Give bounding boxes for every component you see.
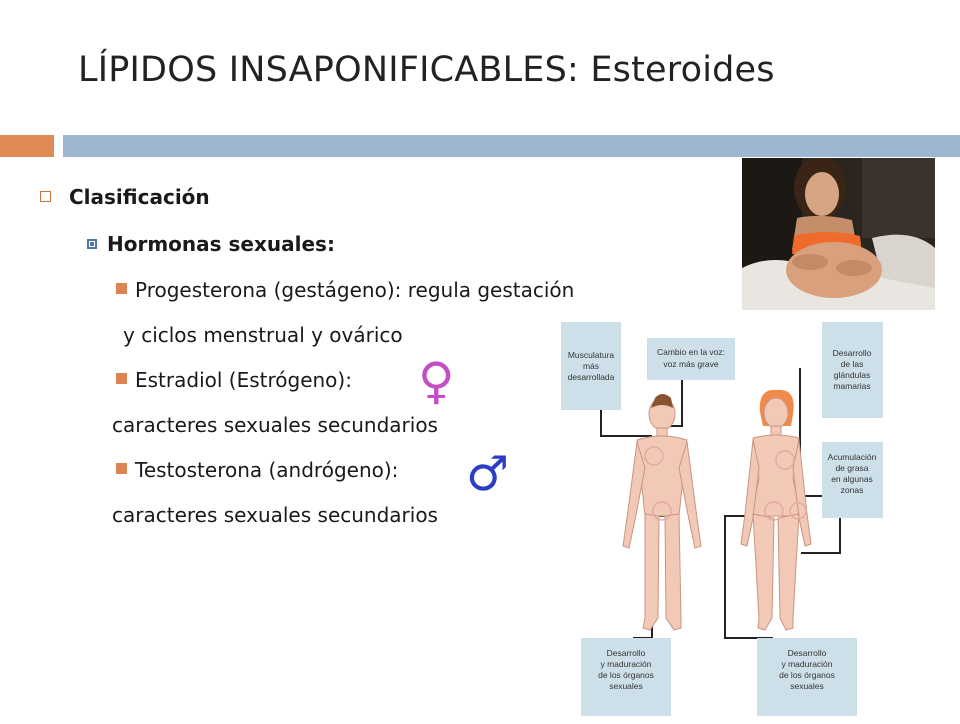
label-musculatura-2: más bbox=[582, 361, 600, 371]
title-accent-bar bbox=[0, 135, 54, 157]
bullet-estradiol-text: Estradiol (Estrógeno): bbox=[135, 368, 352, 392]
label-glandulas-1: Desarrollo bbox=[832, 348, 872, 358]
bullet-estradiol-continuation: caracteres sexuales secundarios bbox=[112, 413, 438, 437]
label-organos-m-3: de los órganos bbox=[598, 670, 654, 680]
label-grasa-1: Acumulación bbox=[827, 452, 877, 462]
bullet-progesterona-text: Progesterona (gestágeno): regula gestación bbox=[135, 278, 575, 302]
label-organos-m-2: y maduración bbox=[600, 659, 652, 669]
bullet-testosterona-text: Testosterona (andrógeno): bbox=[135, 458, 399, 482]
label-glandulas-3: glándulas bbox=[833, 370, 871, 380]
male-symbol-icon: ♂ bbox=[466, 446, 510, 502]
square-bullet-icon bbox=[40, 191, 51, 202]
label-glandulas-2: de las bbox=[840, 359, 864, 369]
bullet-level2 bbox=[87, 232, 335, 256]
filled-square-bullet-icon bbox=[116, 373, 127, 384]
bullet-level2-text: Hormonas sexuales: bbox=[107, 232, 335, 256]
pregnant-woman-photo bbox=[742, 158, 935, 310]
filled-square-bullet-icon bbox=[116, 283, 127, 294]
slide-title: LÍPIDOS INSAPONIFICABLES: Esteroides bbox=[78, 50, 775, 90]
bullet-testosterona bbox=[116, 458, 398, 482]
title-divider-bar bbox=[63, 135, 960, 157]
label-organos-f-1: Desarrollo bbox=[787, 648, 827, 658]
male-figure bbox=[623, 394, 701, 630]
female-symbol-icon: ♀ bbox=[418, 352, 455, 410]
label-grasa-3: en algunas bbox=[831, 474, 873, 484]
label-glandulas-4: mamarias bbox=[833, 381, 871, 391]
label-voz-2: voz más grave bbox=[663, 359, 719, 369]
bullet-estradiol bbox=[116, 368, 352, 392]
bullet-progesterona-continuation: y ciclos menstrual y ovárico bbox=[123, 323, 403, 347]
label-organos-f-3: de los órganos bbox=[779, 670, 835, 680]
sexual-characteristics-diagram bbox=[555, 318, 885, 720]
square-bullet-icon bbox=[87, 239, 97, 249]
svg-text:Desarrollode lasglándulasmamar bbox=[833, 348, 872, 391]
label-grasa-4: zonas bbox=[840, 485, 864, 495]
bullet-level1 bbox=[40, 185, 210, 209]
bullet-progesterona bbox=[116, 278, 574, 302]
filled-square-bullet-icon bbox=[116, 463, 127, 474]
label-organos-m-1: Desarrollo bbox=[606, 648, 646, 658]
label-organos-m-4: sexuales bbox=[609, 681, 643, 691]
label-voz-1: Cambio en la voz: bbox=[656, 347, 726, 357]
label-musculatura-1: Musculatura bbox=[567, 350, 615, 360]
label-organos-f-4: sexuales bbox=[790, 681, 824, 691]
label-organos-f-2: y maduración bbox=[781, 659, 833, 669]
label-grasa-2: de grasa bbox=[835, 463, 869, 473]
bullet-testosterona-continuation: caracteres sexuales secundarios bbox=[112, 503, 438, 527]
bullet-level1-text: Clasificación bbox=[69, 185, 210, 209]
label-musculatura-3: desarrollada bbox=[567, 372, 615, 382]
